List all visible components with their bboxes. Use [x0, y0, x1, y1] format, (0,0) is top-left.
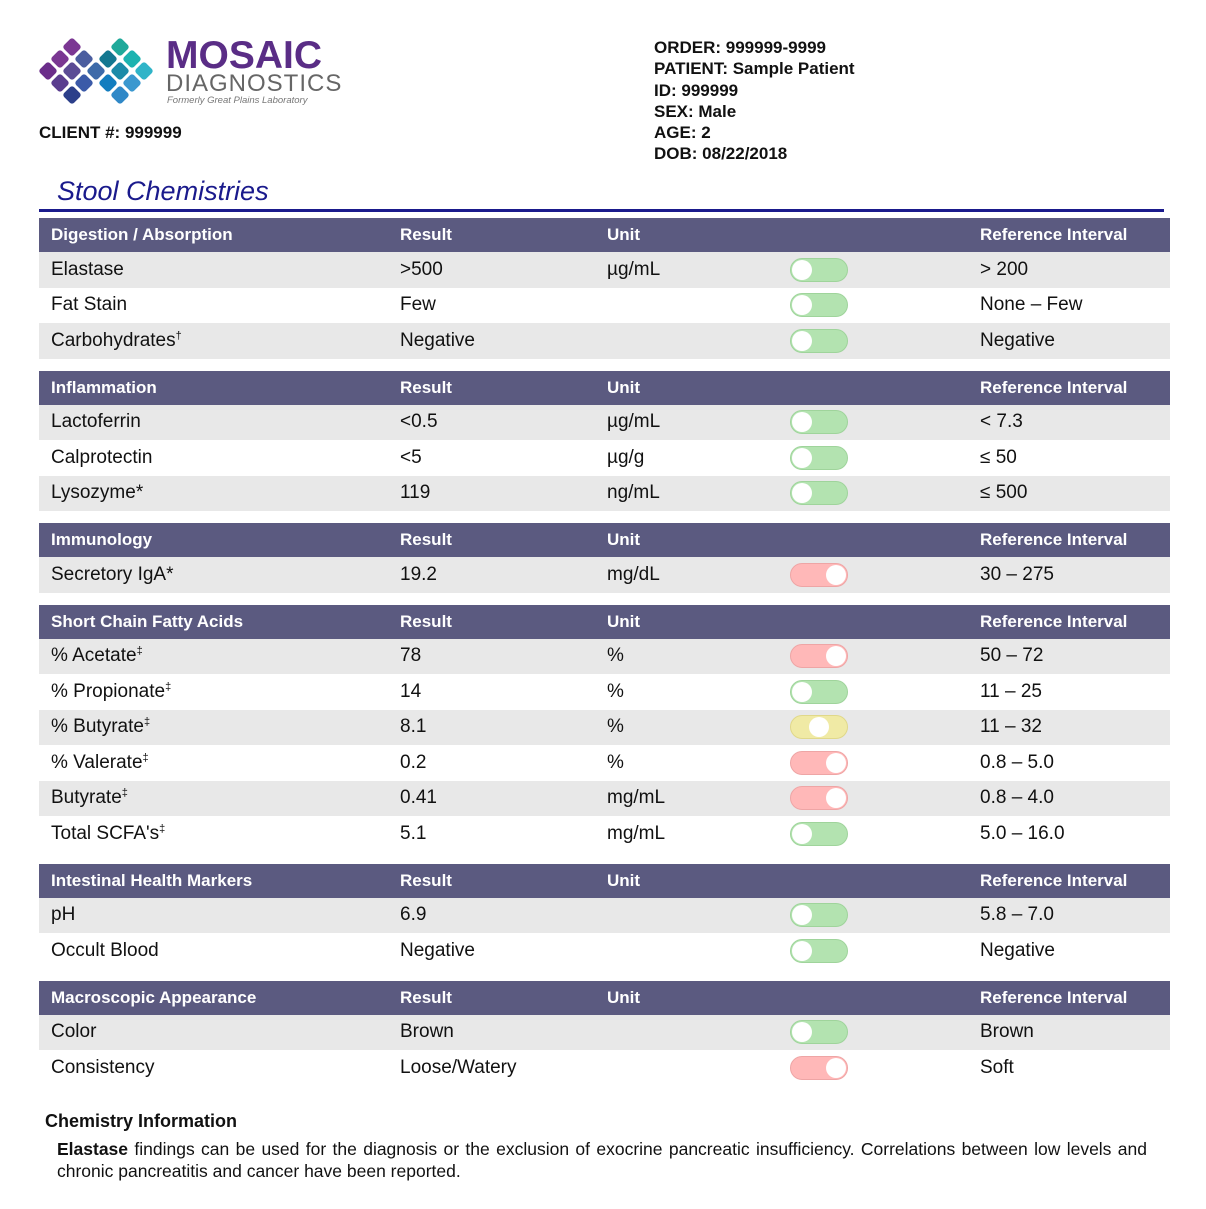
section-header	[39, 605, 1170, 639]
section-name: Immunology	[51, 530, 153, 549]
footnote-mark: ‡	[136, 645, 143, 658]
test-name	[51, 716, 150, 738]
unit-header: Unit	[607, 611, 641, 631]
test-label: pH	[51, 904, 76, 926]
section-name: Macroscopic Appearance	[51, 987, 257, 1007]
reference-interval: 11 – 32	[980, 716, 1042, 738]
patient-id: ID: 999999	[654, 80, 739, 100]
table-row	[39, 1050, 1170, 1086]
test-label: Butyrate	[51, 787, 122, 809]
indicator-knob	[792, 412, 812, 432]
indicator-knob	[809, 717, 829, 737]
reference-interval: Negative	[980, 939, 1055, 961]
table-row	[39, 816, 1170, 852]
result-header: Result	[400, 987, 452, 1007]
indicator-knob	[826, 1058, 846, 1078]
section-header	[39, 371, 1170, 405]
footnote-mark: ‡	[143, 716, 151, 729]
mosaic-logo-icon	[38, 36, 158, 106]
test-label: % Valerate	[51, 751, 143, 773]
result-value: Loose/Watery	[400, 1056, 517, 1078]
reference-interval: 50 – 72	[980, 645, 1044, 667]
result-header: Result	[400, 225, 452, 244]
section-header	[39, 523, 1170, 557]
result-header: Result	[400, 530, 452, 549]
indicator-knob	[826, 565, 846, 585]
status-indicator	[790, 258, 848, 282]
table-row	[39, 710, 1170, 746]
unit-value: µg/g	[607, 446, 645, 468]
unit-header: Unit	[607, 530, 641, 549]
status-indicator	[790, 329, 848, 353]
result-value: 78	[400, 645, 422, 667]
reference-interval: ≤ 50	[980, 446, 1017, 468]
section-name: Inflammation	[51, 377, 157, 397]
reference-interval: Negative	[980, 329, 1055, 351]
test-label: % Acetate	[51, 645, 137, 667]
indicator-knob	[826, 646, 846, 666]
result-value: 0.2	[400, 751, 427, 773]
result-value: <0.5	[400, 411, 438, 433]
test-name	[51, 330, 182, 352]
test-label: Total SCFA's	[51, 822, 160, 844]
reference-header: Reference Interval	[980, 987, 1128, 1007]
reference-interval: < 7.3	[980, 411, 1023, 433]
status-indicator	[790, 822, 848, 846]
reference-header: Reference Interval	[980, 870, 1128, 890]
indicator-knob	[792, 295, 812, 315]
test-label: Secretory IgA*	[51, 563, 174, 585]
unit-header: Unit	[607, 377, 641, 397]
result-value: 5.1	[400, 822, 427, 844]
reference-header: Reference Interval	[980, 611, 1128, 631]
test-name	[51, 294, 127, 316]
logo-tile	[98, 73, 118, 93]
unit-value: mg/mL	[607, 787, 666, 809]
indicator-knob	[792, 682, 812, 702]
test-name	[51, 259, 124, 281]
reference-interval: Brown	[980, 1021, 1034, 1043]
status-indicator	[790, 680, 848, 704]
result-value: Negative	[400, 939, 475, 961]
info-body: findings can be used for the diagnosis or the exclusion of exocrine pancreatic insufficiency. Correlations between low levels and chronic pancreatitis and cancer have been reported.	[57, 1139, 1147, 1181]
reference-interval: 11 – 25	[980, 680, 1042, 702]
info-term: Elastase	[57, 1139, 129, 1159]
result-value: Brown	[400, 1021, 454, 1043]
logo-tile	[110, 85, 130, 105]
section-table	[39, 371, 1170, 512]
footnote-mark: ‡	[121, 787, 128, 800]
logo-tile	[62, 85, 82, 105]
section-table	[39, 605, 1170, 852]
result-value: <5	[400, 446, 422, 468]
status-indicator	[790, 715, 848, 739]
reference-interval: 30 – 275	[980, 563, 1054, 585]
patient-dob: DOB: 08/22/2018	[654, 144, 788, 164]
unit-value: µg/mL	[607, 411, 661, 433]
logo-tile	[62, 37, 82, 57]
logo-tile	[122, 73, 142, 93]
unit-header: Unit	[607, 987, 641, 1007]
reference-interval: 5.0 – 16.0	[980, 822, 1065, 844]
table-row	[39, 781, 1170, 817]
logo-tile	[110, 61, 130, 81]
test-label: Lysozyme*	[51, 482, 144, 504]
result-value: Negative	[400, 329, 475, 351]
logo-tile	[38, 61, 58, 81]
test-label: Color	[51, 1021, 97, 1043]
indicator-knob	[792, 1022, 812, 1042]
table-row	[39, 639, 1170, 675]
client-number: CLIENT #: 999999	[39, 123, 182, 142]
unit-header: Unit	[607, 225, 641, 244]
logo-tile	[134, 61, 154, 81]
table-row	[39, 405, 1170, 441]
status-indicator	[790, 293, 848, 317]
test-name	[51, 645, 143, 667]
patient-sex: SEX: Male	[654, 101, 737, 121]
test-name	[51, 904, 75, 926]
test-label: % Propionate	[51, 680, 166, 702]
unit-header: Unit	[607, 870, 641, 890]
status-indicator	[790, 410, 848, 434]
logo-tile	[86, 61, 106, 81]
patient-info	[654, 37, 855, 165]
table-row	[39, 323, 1170, 359]
table-row	[39, 933, 1170, 969]
unit-value: µg/mL	[607, 258, 661, 280]
reference-header: Reference Interval	[980, 530, 1128, 549]
footnote-mark: ‡	[165, 680, 172, 693]
table-row	[39, 252, 1170, 288]
result-value: 19.2	[400, 563, 437, 585]
unit-value: ng/mL	[607, 482, 660, 504]
result-value: 14	[400, 680, 422, 702]
table-row	[39, 745, 1170, 781]
test-name	[51, 940, 159, 962]
section-table	[39, 218, 1170, 359]
patient-age: AGE: 2	[654, 123, 711, 143]
result-value: >500	[400, 258, 443, 280]
indicator-knob	[792, 941, 812, 961]
reference-interval: > 200	[980, 258, 1029, 280]
table-row	[39, 1015, 1170, 1051]
test-name	[51, 1057, 155, 1079]
logo-tile	[110, 37, 130, 57]
test-name	[51, 564, 174, 586]
table-row	[39, 674, 1170, 710]
test-name	[51, 447, 152, 469]
chemistry-info-text	[57, 1138, 1147, 1182]
logo-tile	[74, 73, 94, 93]
result-value: 119	[400, 482, 431, 504]
status-indicator	[790, 481, 848, 505]
unit-value: mg/mL	[607, 822, 666, 844]
section-header	[39, 864, 1170, 898]
indicator-knob	[826, 788, 846, 808]
reference-interval: None – Few	[980, 294, 1083, 316]
logo-tile	[50, 49, 70, 69]
test-label: % Butyrate	[51, 716, 144, 738]
result-value: Few	[400, 294, 436, 316]
section-name: Digestion / Absorption	[51, 225, 233, 244]
table-row	[39, 288, 1170, 324]
section-name: Short Chain Fatty Acids	[51, 611, 244, 631]
table-row	[39, 440, 1170, 476]
test-label: Consistency	[51, 1056, 155, 1078]
logo-tile	[122, 49, 142, 69]
status-indicator	[790, 786, 848, 810]
footnote-mark: ‡	[159, 822, 166, 835]
reference-header: Reference Interval	[980, 225, 1128, 244]
test-label: Calprotectin	[51, 446, 153, 468]
page-title: Stool Chemistries	[57, 176, 269, 206]
table-row	[39, 557, 1170, 593]
unit-value: %	[607, 751, 624, 773]
status-indicator	[790, 1056, 848, 1080]
reference-interval: 0.8 – 5.0	[980, 751, 1054, 773]
indicator-knob	[792, 260, 812, 280]
test-label: Lactoferrin	[51, 411, 141, 433]
section-table	[39, 523, 1170, 593]
unit-value: %	[607, 645, 624, 667]
indicator-knob	[792, 331, 812, 351]
patient-name: PATIENT: Sample Patient	[654, 59, 855, 79]
brand-sub: DIAGNOSTICS	[166, 70, 343, 97]
section-table	[39, 864, 1170, 969]
chemistry-info-heading: Chemistry Information	[45, 1111, 238, 1131]
result-header: Result	[400, 377, 452, 397]
reference-interval: Soft	[980, 1056, 1014, 1078]
order: ORDER: 999999-9999	[654, 38, 826, 57]
section-header	[39, 218, 1170, 252]
status-indicator	[790, 644, 848, 668]
unit-value: mg/dL	[607, 563, 660, 585]
test-name	[51, 482, 143, 504]
logo-tile	[98, 49, 118, 69]
status-indicator	[790, 751, 848, 775]
test-label: Fat Stain	[51, 294, 128, 316]
test-label: Occult Blood	[51, 939, 159, 961]
unit-value: %	[607, 716, 624, 738]
footnote-mark: ‡	[142, 751, 149, 764]
results-tables	[39, 218, 1170, 1098]
test-name	[51, 1021, 96, 1043]
logo-tile	[62, 61, 82, 81]
footnote-mark: †	[175, 329, 182, 342]
status-indicator	[790, 563, 848, 587]
logo-tile	[50, 73, 70, 93]
table-row	[39, 476, 1170, 512]
brand-tagline: Formerly Great Plains Laboratory	[167, 95, 308, 106]
reference-interval: 0.8 – 4.0	[980, 787, 1054, 809]
indicator-knob	[826, 753, 846, 773]
test-name	[51, 823, 165, 845]
result-header: Result	[400, 870, 452, 890]
reference-interval: ≤ 500	[980, 482, 1028, 504]
status-indicator	[790, 1020, 848, 1044]
indicator-knob	[792, 483, 812, 503]
indicator-knob	[792, 905, 812, 925]
section-table	[39, 981, 1170, 1086]
section-header	[39, 981, 1170, 1015]
result-value: 8.1	[400, 716, 427, 738]
status-indicator	[790, 446, 848, 470]
unit-value: %	[607, 680, 624, 702]
reference-interval: 5.8 – 7.0	[980, 904, 1054, 926]
test-name	[51, 411, 141, 433]
test-name	[51, 681, 171, 703]
test-name	[51, 787, 128, 809]
result-value: 0.41	[400, 787, 437, 809]
test-label: Carbohydrates	[51, 329, 176, 351]
result-header: Result	[400, 611, 452, 631]
section-name: Intestinal Health Markers	[51, 870, 253, 890]
reference-header: Reference Interval	[980, 377, 1128, 397]
logo-tile	[74, 49, 94, 69]
test-name	[51, 752, 149, 774]
title-divider	[39, 209, 1164, 212]
brand-name: MOSAIC	[166, 34, 322, 77]
status-indicator	[790, 903, 848, 927]
indicator-knob	[792, 448, 812, 468]
result-value: 6.9	[400, 904, 427, 926]
indicator-knob	[792, 824, 812, 844]
table-row	[39, 898, 1170, 934]
test-label: Elastase	[51, 258, 124, 280]
status-indicator	[790, 939, 848, 963]
